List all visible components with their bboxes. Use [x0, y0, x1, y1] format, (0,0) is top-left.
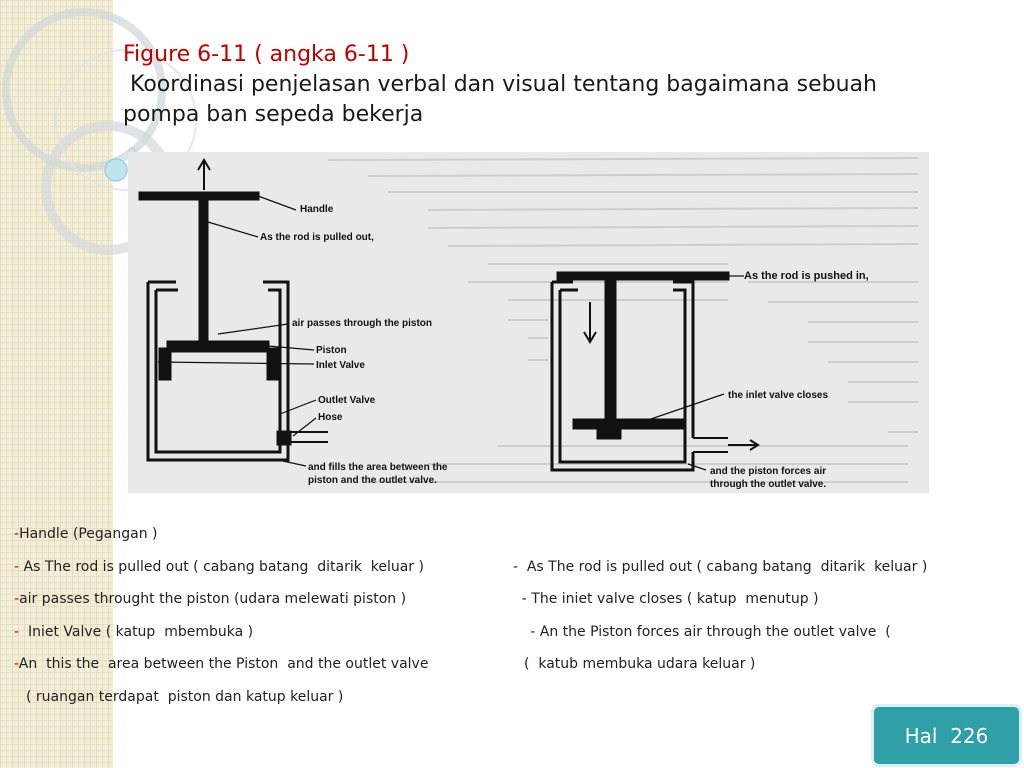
label-forces-line-2: through the outlet valve.: [710, 479, 827, 490]
note-row: [14, 689, 1014, 722]
label-forces-line-1: and the piston forces air: [710, 466, 827, 477]
note-room: ( ruangan terdapat piston dan katup keluar ): [26, 688, 344, 705]
title-line-2: Koordinasi penjelasan verbal dan visual tentang bagaimana sebuah: [123, 72, 877, 97]
note-area: An this the area between the Piston and the outlet valve: [18, 656, 429, 672]
note-dash: -: [14, 558, 20, 575]
title-figure-number: Figure 6-11 ( angka 6-11 ): [123, 42, 410, 67]
note-dash: -: [14, 526, 20, 542]
label-rod-pushed: As the rod is pushed in,: [744, 270, 869, 282]
note-row: [14, 591, 1014, 624]
label-inlet-valve: Inlet Valve: [316, 360, 365, 371]
note-inlet-valve: Iniet Valve ( katup mbembuka ): [19, 623, 254, 640]
right-pump: [552, 273, 758, 470]
note-rod-pulled-right: - As The rod is pulled out ( cabang batang ditarik keluar ): [504, 558, 928, 575]
note-row: [14, 559, 1014, 592]
note-valve-closes: - The iniet valve closes ( katup menutup ): [504, 591, 819, 607]
label-air-passes: air passes through the piston: [292, 318, 433, 329]
note-valve-opens: ( katub membuka udara keluar ): [524, 656, 756, 672]
title-line-3: pompa ban sepeda bekerja: [123, 102, 424, 127]
note-rod-pulled: As The rod is pulled out ( cabang batang ditarik keluar ): [19, 558, 424, 575]
note-row: [14, 624, 1014, 657]
label-outlet-valve: Outlet Valve: [318, 395, 376, 406]
bicycle-pump-figure: [128, 152, 929, 493]
note-row: [14, 656, 1014, 689]
note-air-passes: air passes throught the piston (udara melewati piston ): [19, 591, 407, 607]
label-piston: Piston: [316, 345, 347, 356]
label-inlet-closes: the inlet valve closes: [728, 390, 829, 401]
page-number-badge: [871, 704, 1022, 767]
label-handle: Handle: [300, 204, 334, 215]
explanation-notes: [14, 526, 1014, 721]
label-rod-pulled: As the rod is pulled out,: [260, 232, 374, 243]
note-piston-forces: - An the Piston forces air through the outlet valve (: [508, 623, 891, 640]
note-handle: Handle (Pegangan ): [19, 526, 158, 542]
label-hose: Hose: [318, 412, 343, 423]
pump-diagram: [128, 152, 929, 493]
note-dash: -: [14, 623, 20, 640]
note-row: [14, 526, 1014, 559]
note-dash: -: [14, 656, 19, 672]
slide-title: [123, 40, 943, 130]
label-fills-line-1: and fills the area between the: [308, 462, 448, 473]
label-fills-line-2: piston and the outlet valve.: [308, 475, 437, 486]
note-dash: -: [14, 591, 20, 607]
right-pump-leaders: [648, 276, 744, 470]
page-number-label: Hal 226: [904, 723, 989, 748]
